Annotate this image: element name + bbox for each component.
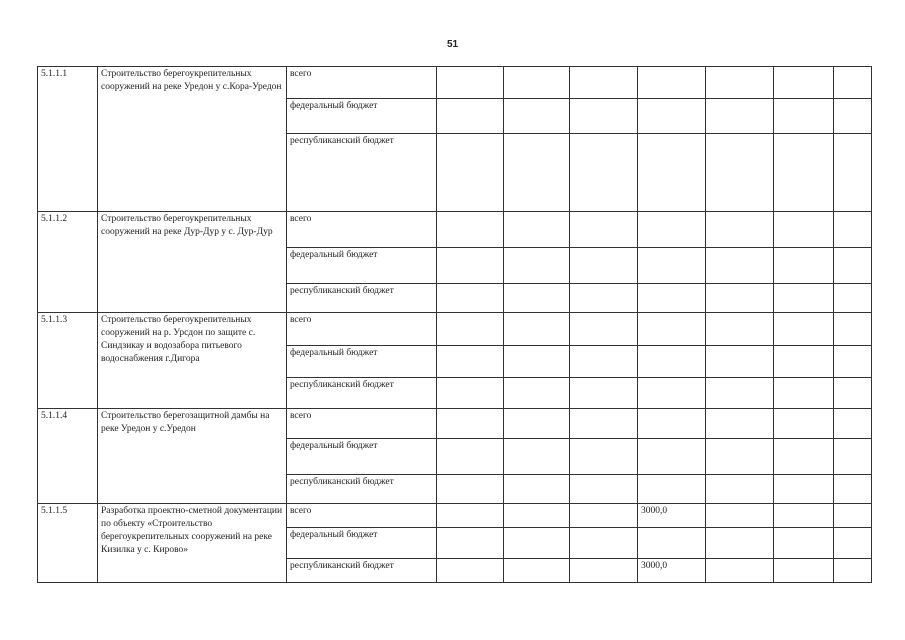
amount-cell [504, 134, 570, 212]
amount-cell [706, 67, 774, 99]
amount-cell [504, 248, 570, 284]
amount-cell [834, 439, 872, 475]
amount-cell [437, 248, 504, 284]
amount-cell [570, 528, 638, 559]
amount-cell [437, 439, 504, 475]
funding-source: федеральный бюджет [287, 439, 437, 475]
amount-cell [570, 99, 638, 134]
amount-cell [504, 346, 570, 378]
amount-cell [774, 504, 834, 528]
amount-cell [437, 284, 504, 313]
amount-cell [774, 99, 834, 134]
amount-cell [834, 559, 872, 583]
amount-cell [834, 346, 872, 378]
amount-cell [570, 346, 638, 378]
amount-cell [504, 284, 570, 313]
table-row [38, 212, 872, 248]
amount-cell [774, 475, 834, 504]
amount-cell [638, 528, 706, 559]
amount-cell [437, 378, 504, 409]
funding-source: федеральный бюджет [287, 528, 437, 559]
amount-cell [638, 212, 706, 248]
funding-source: всего [287, 67, 437, 99]
page-number: 51 [446, 39, 459, 50]
amount-cell [706, 284, 774, 313]
amount-cell [834, 313, 872, 346]
amount-cell [437, 212, 504, 248]
item-code: 5.1.1.4 [38, 409, 98, 504]
amount-cell [504, 99, 570, 134]
amount-cell [834, 409, 872, 439]
amount-cell [437, 67, 504, 99]
item-name: Строительство берегоукрепительных сооружений на реке Дур-Дур у с. Дур-Дур [98, 212, 287, 313]
amount-cell [834, 99, 872, 134]
amount-cell [706, 475, 774, 504]
amount-cell [774, 284, 834, 313]
amount-cell [834, 134, 872, 212]
amount-cell [834, 212, 872, 248]
amount-cell [774, 248, 834, 284]
amount-cell [504, 212, 570, 248]
funding-source: федеральный бюджет [287, 99, 437, 134]
amount-cell [570, 284, 638, 313]
amount-cell [570, 475, 638, 504]
amount-cell [570, 248, 638, 284]
amount-cell [570, 409, 638, 439]
funding-source: федеральный бюджет [287, 346, 437, 378]
budget-table [37, 66, 872, 583]
amount-cell [504, 313, 570, 346]
amount-cell [706, 528, 774, 559]
amount-cell [774, 346, 834, 378]
amount-cell [774, 528, 834, 559]
item-name: Строительство берегозащитной дамбы на реке Уредон у с.Уредон [98, 409, 287, 504]
amount-cell [706, 134, 774, 212]
amount-cell [834, 504, 872, 528]
amount-cell [437, 504, 504, 528]
amount-cell [570, 212, 638, 248]
amount-cell [834, 284, 872, 313]
amount-cell [504, 475, 570, 504]
amount-cell [706, 378, 774, 409]
amount-cell [638, 409, 706, 439]
amount-cell [638, 439, 706, 475]
funding-source: федеральный бюджет [287, 248, 437, 284]
funding-source: республиканский бюджет [287, 475, 437, 504]
item-code: 5.1.1.5 [38, 504, 98, 583]
amount-cell [638, 248, 706, 284]
amount-cell [638, 67, 706, 99]
amount-cell [706, 346, 774, 378]
amount-cell [638, 475, 706, 504]
amount-cell [504, 504, 570, 528]
funding-source: всего [287, 504, 437, 528]
amount-cell [504, 67, 570, 99]
table-row [38, 67, 872, 99]
amount-cell [638, 313, 706, 346]
amount-cell [638, 284, 706, 313]
amount-cell [774, 439, 834, 475]
amount-cell [834, 528, 872, 559]
funding-source: всего [287, 409, 437, 439]
funding-source: всего [287, 313, 437, 346]
amount-cell [774, 67, 834, 99]
amount-cell [706, 439, 774, 475]
amount-cell [774, 134, 834, 212]
amount-cell [638, 134, 706, 212]
amount-cell [437, 346, 504, 378]
amount-cell [638, 346, 706, 378]
amount-cell [706, 99, 774, 134]
item-code: 5.1.1.3 [38, 313, 98, 409]
amount-cell: 3000,0 [638, 559, 706, 583]
amount-cell [570, 559, 638, 583]
amount-cell [706, 313, 774, 346]
amount-cell [437, 99, 504, 134]
amount-cell [570, 134, 638, 212]
amount-cell [834, 67, 872, 99]
amount-cell [706, 504, 774, 528]
amount-cell [570, 378, 638, 409]
amount-cell [570, 313, 638, 346]
funding-source: всего [287, 212, 437, 248]
amount-cell [774, 313, 834, 346]
amount-cell [437, 409, 504, 439]
amount-cell [834, 378, 872, 409]
amount-cell [774, 559, 834, 583]
amount-cell [437, 559, 504, 583]
amount-cell [638, 378, 706, 409]
funding-source: республиканский бюджет [287, 559, 437, 583]
amount-cell [504, 528, 570, 559]
funding-source: республиканский бюджет [287, 284, 437, 313]
amount-cell [437, 313, 504, 346]
item-name: Разработка проектно-сметной документации по объекту «Строительство берегоукрепительных сооружений на реке Кизилка у с. Кирово» [98, 504, 287, 583]
item-name: Строительство берегоукрепительных сооружений на реке Уредон у с.Кора-Уредон [98, 67, 287, 212]
table-row [38, 313, 872, 346]
funding-source: республиканский бюджет [287, 134, 437, 212]
amount-cell [638, 99, 706, 134]
amount-cell [504, 378, 570, 409]
amount-cell [504, 559, 570, 583]
amount-cell [706, 248, 774, 284]
amount-cell [504, 409, 570, 439]
amount-cell: 3000,0 [638, 504, 706, 528]
amount-cell [706, 212, 774, 248]
funding-source: республиканский бюджет [287, 378, 437, 409]
table-row [38, 504, 872, 528]
amount-cell [504, 439, 570, 475]
amount-cell [437, 134, 504, 212]
amount-cell [706, 409, 774, 439]
item-name: Строительство берегоукрепительных сооружений на р. Урсдон по защите с. Синдзикау и водозабора питьевого водоснабжения г.Дигора [98, 313, 287, 409]
amount-cell [570, 504, 638, 528]
amount-cell [834, 248, 872, 284]
amount-cell [774, 212, 834, 248]
amount-cell [437, 528, 504, 559]
amount-cell [706, 559, 774, 583]
amount-cell [774, 409, 834, 439]
amount-cell [437, 475, 504, 504]
amount-cell [570, 439, 638, 475]
amount-cell [774, 378, 834, 409]
amount-cell [570, 67, 638, 99]
amount-cell [834, 475, 872, 504]
item-code: 5.1.1.2 [38, 212, 98, 313]
table-row [38, 409, 872, 439]
item-code: 5.1.1.1 [38, 67, 98, 212]
